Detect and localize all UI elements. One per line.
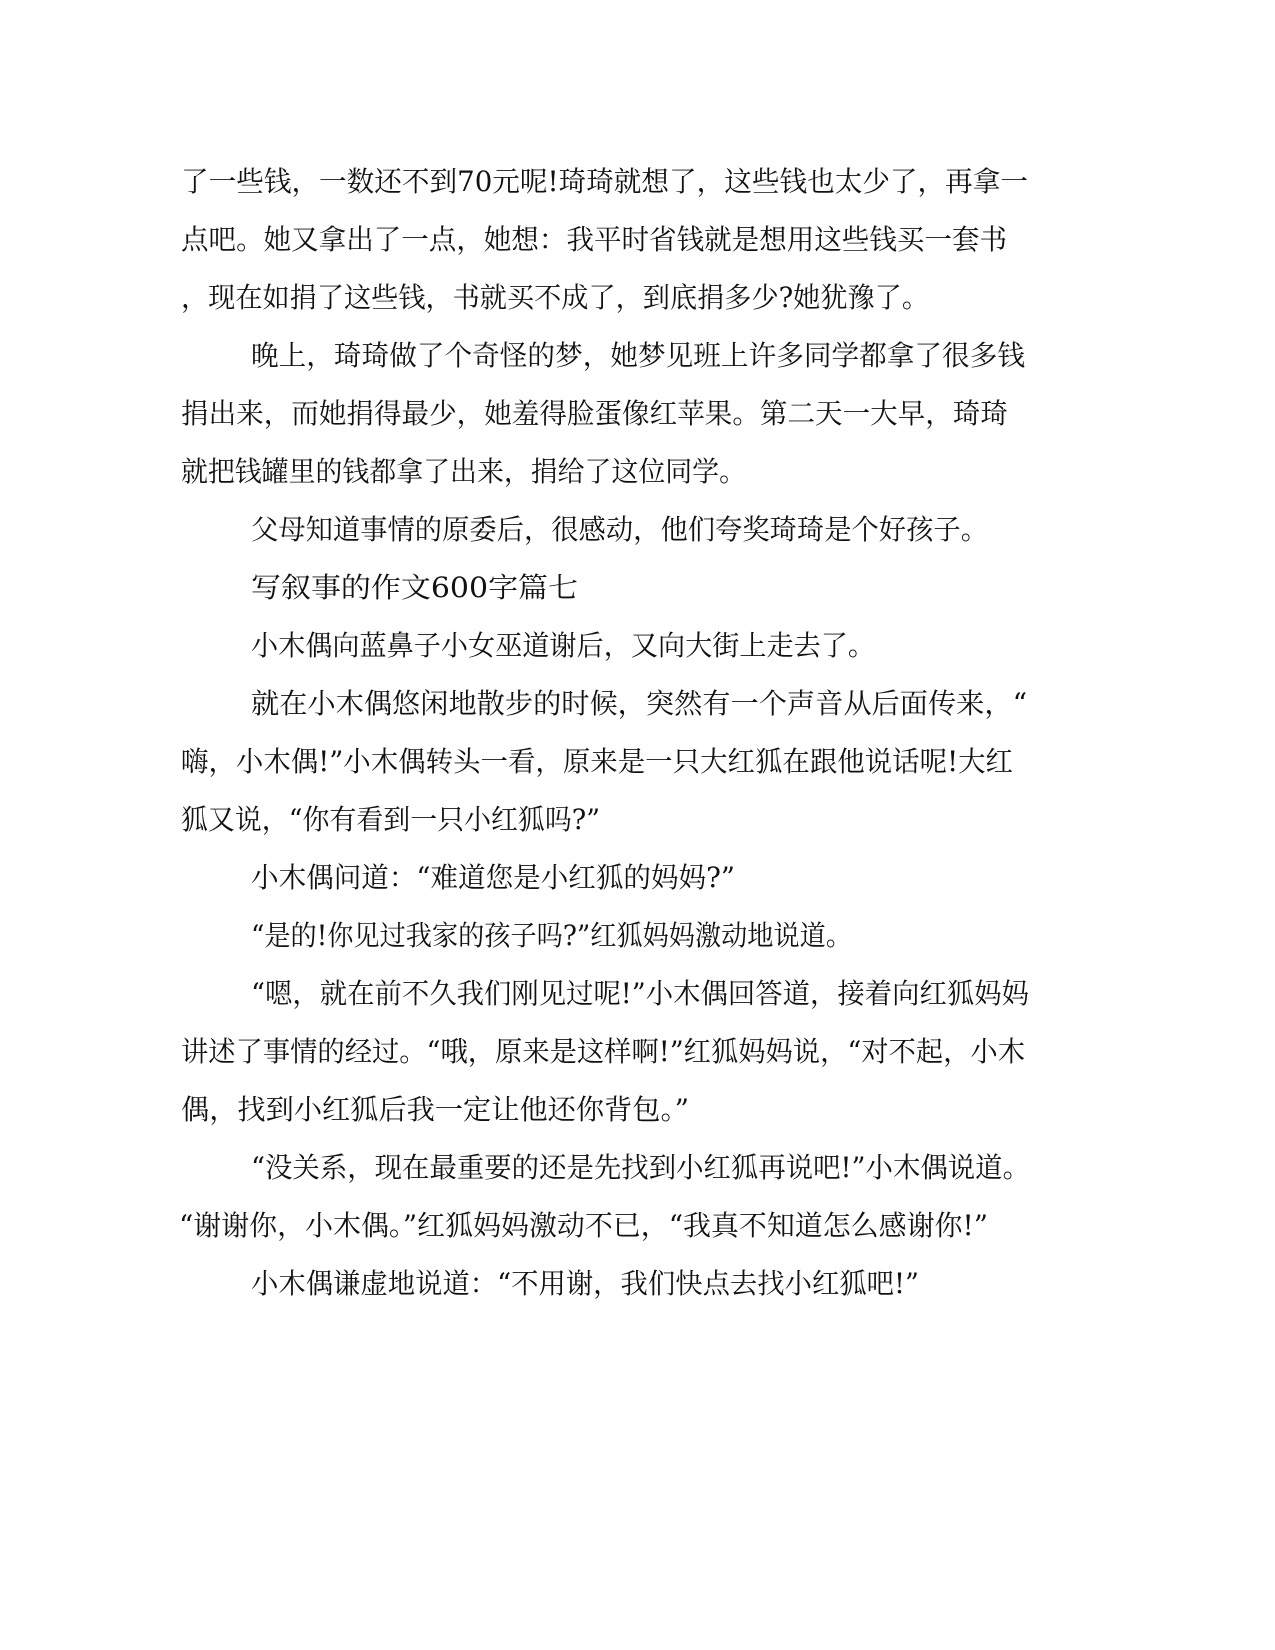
line-text: 狐又说，“你有看到一只小红狐吗?” [181,803,600,836]
text-line [0,278,1275,318]
line-text: “是的!你见过我家的孩子吗?”红狐妈妈激动地说道。 [251,919,852,952]
section-heading [0,568,1275,608]
line-text: 就在小木偶悠闲地散步的时候，突然有一个声音从后面传来，“ [251,687,1027,720]
line-text: 捐出来，而她捐得最少，她羞得脸蛋像红苹果。第二天一大早，琦琦 [181,397,1008,430]
line-text: 小木偶谦虚地说道：“不用谢，我们快点去找小红狐吧!” [251,1267,919,1300]
text-line [0,1264,1275,1304]
line-text: 偶，找到小红狐后我一定让他还你背包。” [181,1093,689,1126]
text-line [0,916,1275,956]
text-line [0,742,1275,782]
text-line [0,1090,1275,1130]
text-line [0,162,1275,202]
line-text: “谢谢你，小木偶。”红狐妈妈激动不已，“我真不知道怎么感谢你!” [179,1209,988,1242]
line-text: 讲述了事情的经过。“哦，原来是这样啊!”红狐妈妈说，“对不起，小木 [181,1035,1025,1068]
text-line [0,858,1275,898]
text-line [0,220,1275,260]
line-text: 就把钱罐里的钱都拿了出来，捐给了这位同学。 [181,455,746,488]
line-text: “嗯，就在前不久我们刚见过呢!”小木偶回答道，接着向红狐妈妈 [251,977,1029,1010]
text-line [0,1206,1275,1246]
text-line [0,452,1275,492]
line-text: 晚上，琦琦做了个奇怪的梦，她梦见班上许多同学都拿了很多钱 [251,339,1025,372]
text-line [0,1032,1275,1072]
line-text: ，现在如捐了这些钱，书就买不成了，到底捐多少?她犹豫了。 [181,281,929,314]
line-text: 点吧。她又拿出了一点，她想：我平时省钱就是想用这些钱买一套书 [181,223,1007,256]
heading-text: 写叙事的作文600字篇七 [251,571,578,604]
text-line [0,684,1275,724]
text-line [0,974,1275,1014]
text-line [0,336,1275,376]
text-line [0,800,1275,840]
line-text: 小木偶问道：“难道您是小红狐的妈妈?” [251,861,735,894]
text-line [0,626,1275,666]
text-line [0,510,1275,550]
line-text: 父母知道事情的原委后，很感动，他们夸奖琦琦是个好孩子。 [251,513,988,546]
line-text: “没关系，现在最重要的还是先找到小红狐再说吧!”小木偶说道。 [251,1151,1030,1184]
line-text: 了一些钱，一数还不到70元呢!琦琦就想了，这些钱也太少了，再拿一 [181,165,1028,198]
line-text: 小木偶向蓝鼻子小女巫道谢后，又向大街上走去了。 [251,629,875,662]
line-text: 嗨，小木偶!”小木偶转头一看，原来是一只大红狐在跟他说话呢!大红 [181,745,1013,778]
text-line [0,1148,1275,1188]
text-line [0,394,1275,434]
